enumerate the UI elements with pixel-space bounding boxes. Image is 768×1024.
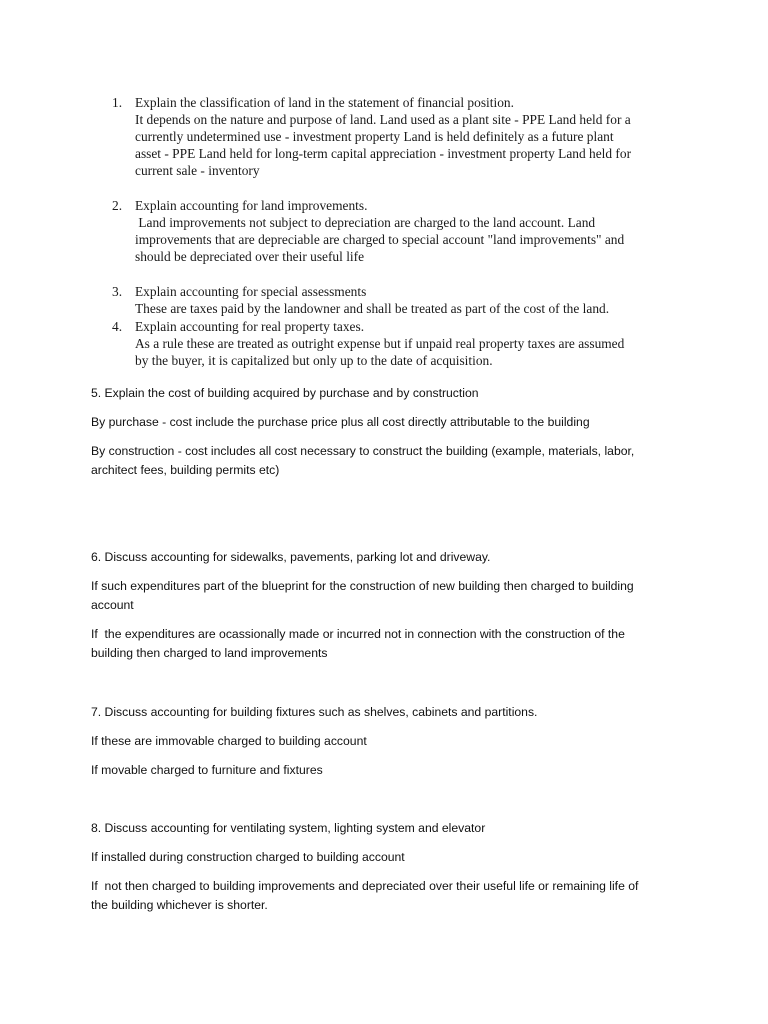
item-question: Explain the classification of land in the statement of financial position.	[135, 95, 514, 110]
answer-line: As a rule these are treated as outright expense but if unpaid real property taxes are assumed	[135, 336, 625, 351]
item-number: 2.	[112, 198, 123, 213]
item-question: Explain accounting for real property taxes.	[135, 319, 365, 334]
answer-line: These are taxes paid by the landowner and shall be treated as part of the cost of the land.	[135, 301, 610, 316]
question-5-purchase-answer: By purchase - cost include the purchase price plus all cost directly attributable to the building	[91, 415, 590, 429]
question-6-answer-2: If the expenditures are ocassionally made or incurred not in connection with the construction of the building then charged to land improvements	[91, 627, 625, 660]
question-5-construction-answer: By construction - cost includes all cost necessary to construct the building (example, materials, labor, architect fees, building permits etc)	[91, 444, 635, 477]
item-answer	[135, 214, 680, 265]
item-number: 1.	[112, 95, 123, 110]
item-question: Explain accounting for land improvements.	[135, 198, 368, 213]
answer-line: asset - PPE Land held for long-term capital appreciation - investment property Land held for	[135, 146, 632, 161]
answer-line: It depends on the nature and purpose of land. Land used as a plant site - PPE Land held for a	[135, 112, 631, 127]
question-6-answer-1: If such expenditures part of the blueprint for the construction of new building then charged to building account	[91, 579, 634, 612]
question-7-answer-1: If these are immovable charged to building account	[91, 734, 367, 748]
item-question: Explain accounting for special assessments	[135, 284, 367, 299]
question-6-heading: 6. Discuss accounting for sidewalks, pavements, parking lot and driveway.	[91, 550, 491, 564]
question-5-heading: 5. Explain the cost of building acquired by purchase and by construction	[91, 386, 479, 400]
question-7-answer-2: If movable charged to furniture and fixtures	[91, 763, 323, 777]
question-8-answer-2: If not then charged to building improvements and depreciated over their useful life or remaining life of the building whichever is shorter.	[91, 879, 639, 912]
answer-line: improvements that are depreciable are charged to special account "land improvements" and	[135, 232, 625, 247]
item-answer	[135, 300, 680, 317]
item-answer	[135, 335, 680, 369]
question-7-heading: 7. Discuss accounting for building fixtures such as shelves, cabinets and partitions.	[91, 705, 538, 719]
answer-line: current sale - inventory	[135, 163, 260, 178]
item-number: 3.	[112, 284, 123, 299]
answer-line: should be depreciated over their useful life	[135, 249, 365, 264]
answer-line: Land improvements not subject to depreciation are charged to the land account. Land	[135, 215, 596, 230]
answer-line: currently undetermined use - investment property Land is held definitely as a future plant	[135, 129, 614, 144]
question-8-heading: 8. Discuss accounting for ventilating system, lighting system and elevator	[91, 821, 486, 835]
item-number: 4.	[112, 319, 123, 334]
answer-line: by the buyer, it is capitalized but only up to the date of acquisition.	[135, 353, 493, 368]
item-answer	[135, 111, 680, 179]
question-8-answer-1: If installed during construction charged to building account	[91, 850, 405, 864]
